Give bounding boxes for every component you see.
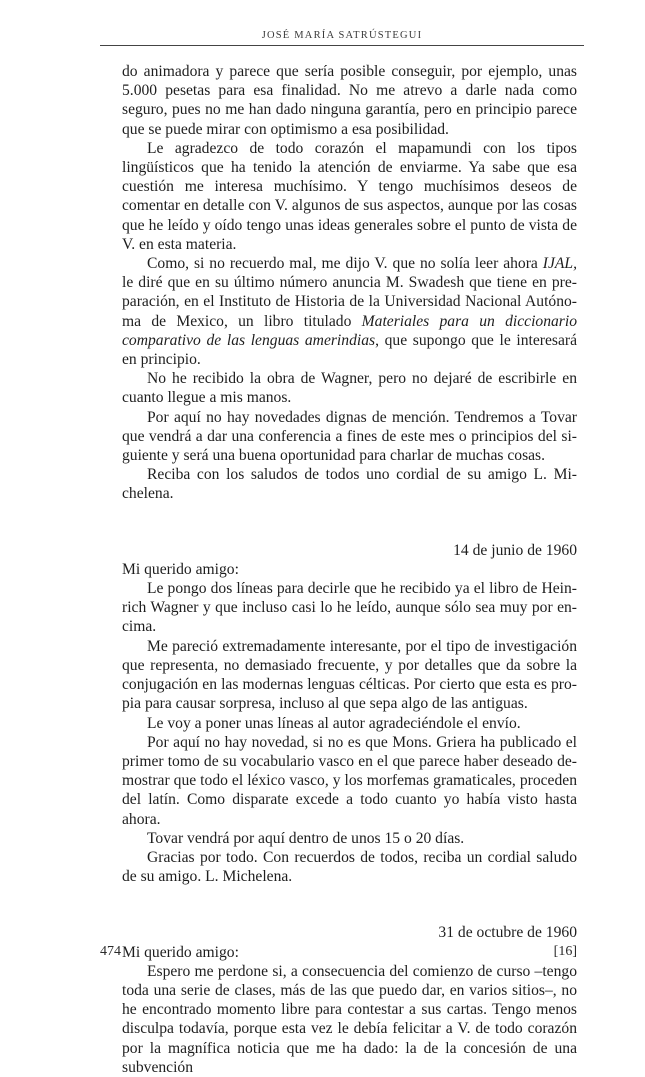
- p3-text-c: , que supongo que le interesará en principio.: [122, 331, 577, 369]
- bracket-number: [16]: [553, 944, 577, 959]
- letter1-paragraph-2: Le agradezco de todo corazón el mapamundi con los tipos lingüísticos que ha tenido la atención de enviarme. Ya sabe que esa cuestión me interesa muchísimo. Y tengo muchísimos deseos de comentar en detalle con V. algunos de sus aspectos, aunque por las cosas que he leído y oído tengo unas ideas generales sobre el punto de vista de V. en esta materia.: [122, 139, 577, 253]
- letter1-paragraph-5: Por aquí no hay novedades dignas de mención. Tendremos a Tovar que vendrá a dar una conferencia a fines de este mes o principios del siguiente y será una buena oportunidad para charlar de muchas cosas.: [122, 408, 577, 465]
- letter1-paragraph-1: do animadora y parece que sería posible conseguir, por ejemplo, unas 5.000 pesetas para esa finalidad. No me atrevo a darle nada como seguro, pues no me han dado ninguna garantía, pero en principio parece que se puede mirar con optimismo a esa posibilidad.: [122, 63, 577, 138]
- letter-separator: [122, 504, 577, 541]
- page-number: 474: [100, 944, 121, 959]
- letter2-closing: Gracias por todo. Con recuerdos de todos, reciba un cordial saludo de su amigo. L. Michelena.: [122, 848, 577, 886]
- letter3-date: 31 de octubre de 1960: [438, 924, 577, 942]
- letter2-paragraph-2: Me pareció extremadamente interesante, por el tipo de investigación que representa, no demasiado frecuente, y por detalles que da sobre la conjugación en las modernas lenguas célticas. Por cierto que esta es propia para causar sorpresa, incluso al que sepa algo de las antiguas.: [122, 637, 577, 713]
- letter2-paragraph-1: Le pongo dos líneas para decirle que he recibido ya el libro de Heinrich Wagner y que incluso casi lo he leído, aunque sólo sea muy por encima.: [122, 580, 577, 636]
- letter-separator: [122, 886, 577, 923]
- letter1-paragraph-3: [122, 254, 577, 369]
- letter2-paragraph-3: Le voy a poner unas líneas al autor agradeciéndole el envío.: [147, 714, 521, 732]
- journal-title-ijal: IJAL,: [542, 255, 577, 273]
- page-body: [122, 62, 577, 1077]
- p3-text-b: le diré que en su último número anuncia M. Swadesh que tiene en preparación, en el Instituto de Historia de la Universidad Nacional Autónoma de Mexico, un libro titulado: [122, 274, 577, 330]
- letter3-salutation: Mi querido amigo:: [122, 943, 239, 961]
- letter2-paragraph-5: Tovar vendrá por aquí dentro de unos 15 o 20 días.: [147, 829, 465, 847]
- header-rule: [100, 45, 584, 46]
- letter1-closing: Reciba con los saludos de todos uno cordial de su amigo L. Michelena.: [122, 466, 577, 503]
- letter1-paragraph-4: No he recibido la obra de Wagner, pero no dejaré de escribirle en cuanto llegue a mis manos.: [122, 370, 577, 407]
- letter2-paragraph-4: Por aquí no hay novedad, si no es que Mons. Griera ha publicado el primer tomo de su vocabulario vasco en el que parece haber deseado demostrar que todo el léxico vasco, y los morfemas gramaticales, proceden del latín. Como disparate excede a todo cuanto yo había visto hasta ahora.: [122, 733, 577, 828]
- letter3-paragraph-1: Espero me perdone si, a consecuencia del comienzo de curso –tengo toda una serie de clases, más de las que puedo dar, en varios sitios–, no he encontrado momento libre para contestar a sus cartas. Tengo menos disculpa todavía, porque esta vez le debía felicitar a V. de todo corazón por la magnífica noticia que me ha dado: la de la concesión de una subvención: [122, 962, 577, 1076]
- letter2-salutation: Mi querido amigo:: [122, 560, 239, 578]
- running-head: JOSÉ MARÍA SATRÚSTEGUI: [261, 30, 423, 41]
- letter2-date: 14 de junio de 1960: [453, 541, 577, 559]
- book-title: Materiales para un diccionario comparativo de las lenguas amerindias: [122, 312, 577, 349]
- p3-text-a: Como, si no recuerdo mal, me dijo V. que no solía leer ahora: [147, 255, 543, 273]
